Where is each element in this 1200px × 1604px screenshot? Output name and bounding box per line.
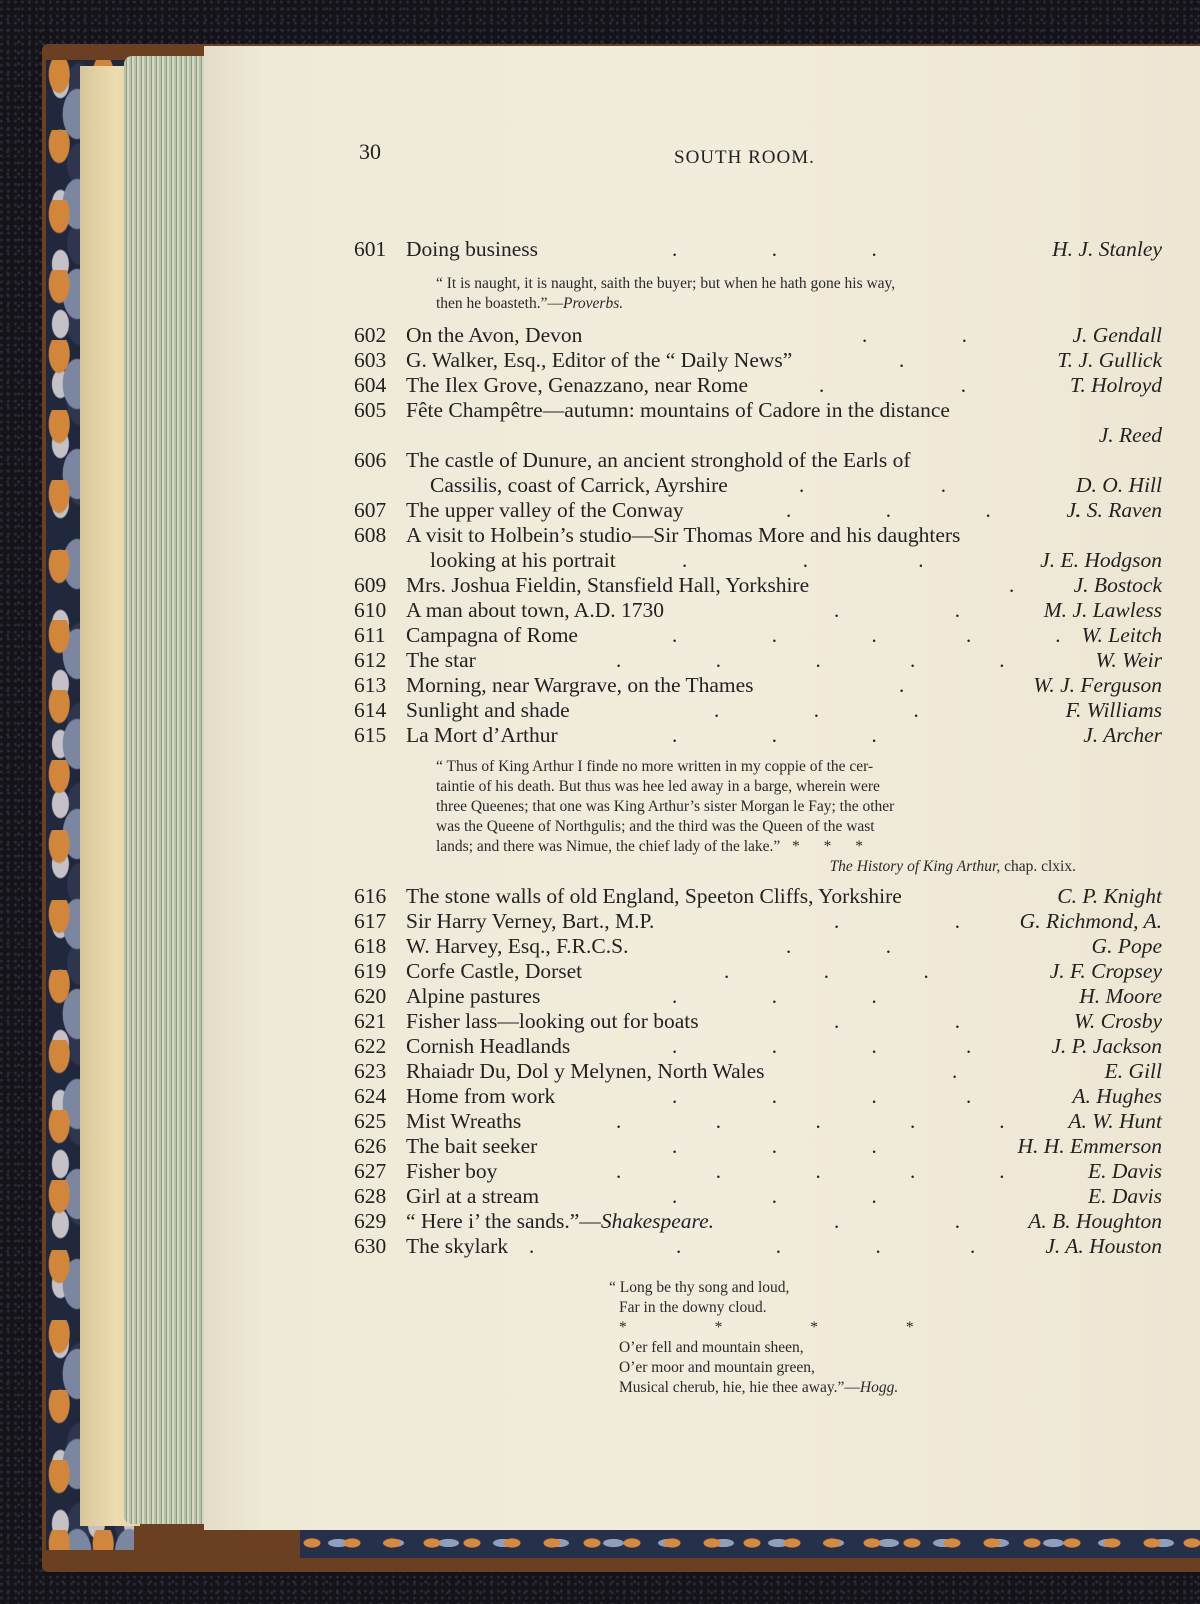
leader-dots: . . — [786, 934, 891, 958]
quote-line: “ It is naught, it is naught, saith the buyer; but when he hath gone his way, — [436, 275, 896, 292]
leader-dots: . . . — [714, 698, 919, 722]
entry-number: 605 — [354, 398, 387, 422]
entry-609 — [354, 572, 1162, 598]
entry-number: 617 — [354, 909, 387, 933]
leader-dots: . . . . . — [616, 1159, 1005, 1183]
entry-number: 606 — [354, 448, 387, 472]
entry-artist: J. F. Cropsey — [1049, 959, 1162, 983]
entry-artist: H. J. Stanley — [1052, 237, 1162, 261]
entry-number: 627 — [354, 1159, 387, 1183]
entry-title: Home from work — [406, 1084, 556, 1108]
entry-title: On the Avon, Devon — [406, 323, 583, 347]
entry-608 — [354, 522, 1162, 548]
entry-title-italic: Shakespeare. — [600, 1209, 715, 1233]
entry-title: Fête Champêtre—autumn: mountains of Cadore in the distance — [406, 398, 950, 422]
entry-number: 625 — [354, 1109, 387, 1133]
quote-615 — [436, 757, 1076, 877]
leader-dots: . . . . — [672, 1034, 972, 1058]
entry-artist: J. S. Raven — [1066, 498, 1162, 522]
entry-title: The castle of Dunure, an ancient stronghold of the Earls of — [406, 448, 911, 472]
leader-dots: . . . . — [786, 498, 1080, 522]
entry-artist: H. Moore — [1079, 984, 1162, 1008]
entry-artist: A. B. Houghton — [1028, 1209, 1162, 1233]
entry-title: W. Harvey, Esq., F.R.C.S. — [406, 934, 629, 958]
entry-622 — [354, 1033, 1162, 1059]
entry-artist: A. Hughes — [1072, 1084, 1162, 1108]
leader-dots: . . — [819, 373, 966, 397]
entry-title: Rhaiadr Du, Dol y Melynen, North Wales — [406, 1059, 765, 1083]
leader-dots: . . . . . — [616, 648, 1005, 672]
entry-title: Corfe Castle, Dorset — [406, 959, 583, 983]
catalogue-page — [204, 46, 1200, 1530]
entry-number: 614 — [354, 698, 387, 722]
entry-number: 615 — [354, 723, 387, 747]
entry-number: 630 — [354, 1234, 387, 1258]
entry-title: The bait seeker — [406, 1134, 538, 1158]
entry-title: The stone walls of old England, Speeton Cliffs, Yorkshire — [406, 884, 902, 908]
entry-artist: D. O. Hill — [1076, 473, 1162, 497]
entry-title: Cornish Headlands — [406, 1034, 571, 1058]
leader-dots: . . . — [724, 959, 929, 983]
entry-number: 601 — [354, 237, 387, 261]
entry-number: 603 — [354, 348, 387, 372]
leader-dots: . . . — [682, 548, 924, 572]
entry-number: 623 — [354, 1059, 387, 1083]
quote-source: Proverbs. — [562, 295, 624, 312]
poem-stars: * * * * — [619, 1319, 956, 1336]
entry-623 — [354, 1058, 1162, 1084]
entry-artist: G. Richmond, A. — [1019, 909, 1162, 933]
entry-artist: W. Crosby — [1073, 1009, 1162, 1033]
entry-number: 609 — [354, 573, 387, 597]
entry-artist: J. Gendall — [1072, 323, 1162, 347]
entry-title: Sunlight and shade — [406, 698, 570, 722]
quote-source: The History of King Arthur, — [829, 858, 1001, 875]
entry-title: The upper valley of the Conway — [406, 498, 684, 522]
entry-number: 619 — [354, 959, 387, 983]
entry-artist: J. A. Houston — [1045, 1234, 1162, 1258]
entry-title: Campagna of Rome — [406, 623, 578, 647]
poem-line — [609, 1378, 956, 1398]
quote-chapter: chap. clxix. — [1004, 858, 1076, 875]
poem-text: Musical cherub, hie, hie thee away.”— — [619, 1379, 860, 1396]
leader-dots: . . — [862, 323, 967, 347]
entry-number: 628 — [354, 1184, 387, 1208]
entry-602 — [354, 322, 1162, 348]
entry-628 — [354, 1183, 1162, 1209]
entry-number: 604 — [354, 373, 387, 397]
entry-artist: F. Williams — [1065, 698, 1162, 722]
entry-603 — [354, 347, 1162, 373]
entry-611 — [354, 622, 1162, 648]
entry-title: The skylark — [406, 1234, 509, 1258]
entry-list — [204, 46, 1200, 1530]
entry-616 — [354, 883, 1162, 909]
entry-number: 622 — [354, 1034, 387, 1058]
entry-title: La Mort d’Arthur — [406, 723, 558, 747]
entry-artist: W. Weir — [1095, 648, 1162, 672]
leader-dots: . . — [834, 598, 960, 622]
entry-613 — [354, 672, 1162, 698]
entry-number: 612 — [354, 648, 387, 672]
entry-number: 611 — [354, 623, 386, 647]
entry-number: 621 — [354, 1009, 387, 1033]
entry-title: The star — [406, 648, 476, 672]
entry-artist: J. Reed — [1098, 423, 1162, 447]
entry-619 — [354, 958, 1162, 984]
entry-604 — [354, 372, 1162, 398]
entry-artist: E. Davis — [1087, 1159, 1162, 1183]
entry-620 — [354, 983, 1162, 1009]
running-head: SOUTH ROOM. — [674, 147, 815, 168]
leader-dots: . — [899, 673, 905, 697]
leader-dots: . . . — [672, 1134, 877, 1158]
poem-line: O’er fell and mountain sheen, — [619, 1339, 804, 1356]
entry-607 — [354, 497, 1162, 523]
entry-title: Morning, near Wargrave, on the Thames — [406, 673, 754, 697]
entry-title: Doing business — [406, 237, 538, 261]
quote-601 — [436, 274, 895, 314]
entry-title: Fisher lass—looking out for boats — [406, 1009, 699, 1033]
entry-number: 602 — [354, 323, 387, 347]
entry-artist: M. J. Lawless — [1043, 598, 1162, 622]
entry-artist: H. H. Emmerson — [1017, 1134, 1162, 1158]
entry-number: 613 — [354, 673, 387, 697]
entry-artist: W. Leitch — [1081, 623, 1162, 647]
quote-text: lands; and there was Nimue, the chief lady of the lake.” — [436, 838, 781, 855]
entry-title: Mrs. Joshua Fieldin, Stansfield Hall, Yorkshire — [406, 573, 810, 597]
entry-title: Fisher boy — [406, 1159, 498, 1183]
entry-number: 629 — [354, 1209, 387, 1233]
entry-artist: J. P. Jackson — [1051, 1034, 1162, 1058]
quote-stars: * * * — [791, 838, 873, 855]
entry-artist: G. Pope — [1091, 934, 1162, 958]
entry-artist: J. E. Hodgson — [1040, 548, 1162, 572]
entry-606-cont — [354, 472, 1162, 498]
quote-line — [436, 837, 1076, 857]
entry-615 — [354, 722, 1162, 748]
entry-614 — [354, 697, 1162, 723]
quote-line — [436, 294, 895, 314]
quote-line: was the Queene of Northgulis; and the third was the Queen of the wast — [436, 818, 875, 835]
leader-dots: . — [1009, 573, 1015, 597]
entry-605-artist-line — [354, 422, 1162, 448]
entry-626 — [354, 1133, 1162, 1159]
entry-608-cont — [354, 547, 1162, 573]
leader-dots: . . — [834, 1009, 960, 1033]
entry-621 — [354, 1008, 1162, 1034]
entry-title-continued: Cassilis, coast of Carrick, Ayrshire — [430, 473, 728, 497]
entry-artist: A. W. Hunt — [1068, 1109, 1162, 1133]
poem-line: “ Long be thy song and loud, — [609, 1279, 790, 1296]
entry-title-continued: looking at his portrait — [430, 548, 616, 572]
entry-artist: T. J. Gullick — [1057, 348, 1162, 372]
poem-630 — [609, 1278, 956, 1398]
entry-title: A visit to Holbein’s studio—Sir Thomas More and his daughters — [406, 523, 961, 547]
entry-number: 608 — [354, 523, 387, 547]
entry-618 — [354, 933, 1162, 959]
page-number: 30 — [359, 139, 381, 164]
entry-title: Sir Harry Verney, Bart., M.P. — [406, 909, 655, 933]
quote-line: “ Thus of King Arthur I finde no more written in my coppie of the cer- — [436, 758, 874, 775]
leader-dots: . . . . . — [529, 1234, 976, 1258]
entry-630 — [354, 1233, 1162, 1259]
leader-dots: . . — [834, 1209, 960, 1233]
page-edges — [124, 56, 210, 1524]
leader-dots: . . . — [672, 984, 877, 1008]
quote-line: three Queenes; that one was King Arthur’s sister Morgan le Fay; the other — [436, 798, 895, 815]
entry-title: A man about town, A.D. 1730 — [406, 598, 664, 622]
entry-title: Girl at a stream — [406, 1184, 540, 1208]
leader-dots: . . . . — [672, 1084, 972, 1108]
quote-text: then he boasteth.”— — [436, 295, 563, 312]
leader-dots: . . . . . — [616, 1109, 1005, 1133]
entry-title: G. Walker, Esq., Editor of the “ Daily News” — [406, 348, 793, 372]
leader-dots: . . — [834, 909, 960, 933]
entry-number: 624 — [354, 1084, 387, 1108]
leader-dots: . — [899, 348, 905, 372]
entry-605 — [354, 397, 1162, 423]
leader-dots: . . — [799, 473, 946, 497]
entry-title-text: “ Here i’ the sands.”— — [406, 1209, 601, 1233]
entry-606 — [354, 447, 1162, 473]
leader-dots: . — [952, 1059, 958, 1083]
quote-citation — [436, 857, 1076, 877]
leader-dots: . . . — [672, 723, 877, 747]
entry-number: 610 — [354, 598, 387, 622]
marbled-edge-bottom — [300, 1528, 1200, 1558]
leader-dots: . . . . . — [672, 623, 1061, 647]
entry-artist: J. Bostock — [1073, 573, 1162, 597]
entry-artist: C. P. Knight — [1057, 884, 1162, 908]
poem-line: O’er moor and mountain green, — [619, 1359, 815, 1376]
entry-artist: E. Gill — [1104, 1059, 1162, 1083]
entry-625 — [354, 1108, 1162, 1134]
entry-title: Mist Wreaths — [406, 1109, 522, 1133]
entry-number: 626 — [354, 1134, 387, 1158]
quote-line: taintie of his death. But thus was hee led away in a barge, wherein were — [436, 778, 880, 795]
entry-artist: E. Davis — [1087, 1184, 1162, 1208]
entry-627 — [354, 1158, 1162, 1184]
entry-612 — [354, 647, 1162, 673]
leader-dots: . . . — [672, 237, 877, 261]
entry-artist: T. Holroyd — [1070, 373, 1162, 397]
entry-artist: W. J. Ferguson — [1033, 673, 1162, 697]
entry-number: 616 — [354, 884, 387, 908]
poem-line: Far in the downy cloud. — [619, 1299, 767, 1316]
entry-610 — [354, 597, 1162, 623]
entry-title: The Ilex Grove, Genazzano, near Rome — [406, 373, 749, 397]
entry-617 — [354, 908, 1162, 934]
entry-number: 620 — [354, 984, 387, 1008]
entry-title: Alpine pastures — [406, 984, 541, 1008]
entry-624 — [354, 1083, 1162, 1109]
poem-source: Hogg. — [859, 1379, 899, 1396]
leader-dots: . . . — [672, 1184, 877, 1208]
entry-number: 607 — [354, 498, 387, 522]
entry-artist: J. Archer — [1083, 723, 1162, 747]
entry-629 — [354, 1208, 1162, 1234]
entry-title — [406, 1208, 714, 1234]
entry-number: 618 — [354, 934, 387, 958]
entry-601 — [354, 236, 1162, 262]
